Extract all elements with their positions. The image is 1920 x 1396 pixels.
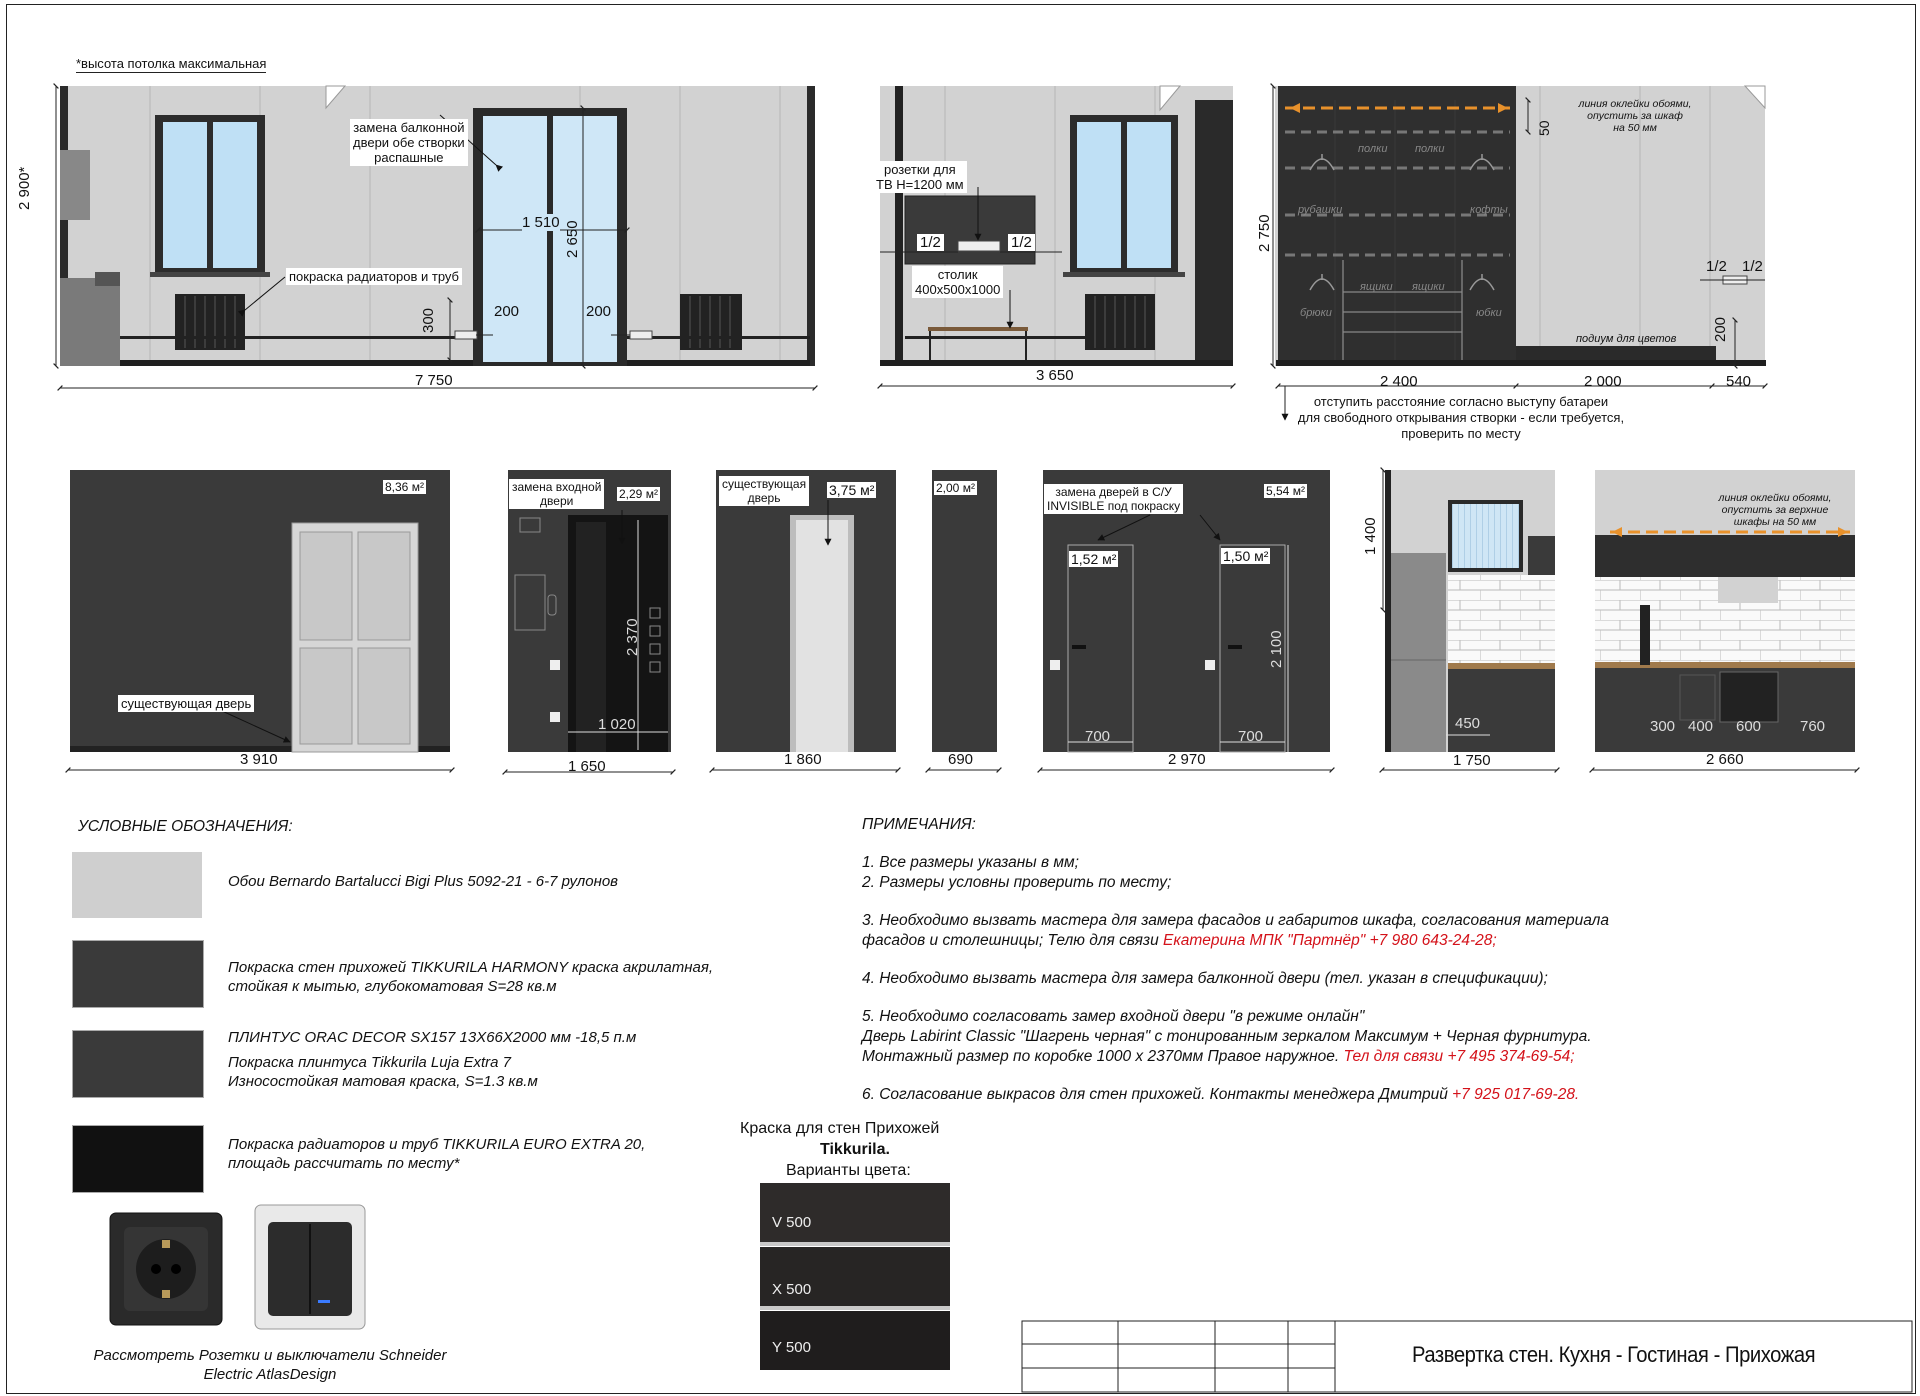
kitchen2-wallpaper-note: линия оклейки обоями, опустить за верхние шкафы на 50 мм — [1718, 492, 1832, 528]
door-height-label: 2 650 — [564, 220, 581, 258]
paint-variant-v500: V 500 — [772, 1214, 812, 1231]
hall1-width: 3 910 — [240, 751, 278, 768]
legend-item-baseboard: ПЛИНТУС ORAC DECOR SX157 13Х66Х2000 мм -18,5 п.м Покраска плинтуса Tikkurila Luja Extra 7 Износостойкая матовая краска, S=1.3 кв.м — [228, 1029, 637, 1090]
hall5-width: 2 970 — [1168, 751, 1206, 768]
kitchen2-module-3: 600 — [1736, 718, 1762, 735]
radiator-note: покраска радиаторов и труб — [286, 268, 462, 285]
wall3-wallpaper-note: линия оклейки обоями, опустить за шкаф на 50 мм — [1578, 98, 1692, 134]
wall2-width: 3 650 — [1036, 367, 1074, 384]
wall1-height: 2 900* — [16, 166, 33, 210]
closet-label-skirts: юбки — [1476, 307, 1502, 319]
hall5-note: замена дверей в С/У INVISIBLE под покраску — [1044, 484, 1183, 514]
paint-variant-y500: Y 500 — [772, 1339, 811, 1356]
closet-label-trousers: брюки — [1300, 307, 1332, 319]
door-width-label: 1 510 — [522, 214, 560, 231]
legend-swatch-wallpaper — [72, 852, 202, 918]
socket-offset-left: 200 — [494, 303, 520, 320]
notes-title: ПРИМЕЧАНИЯ: — [862, 816, 976, 833]
note-6-contact: +7 925 017-69-28. — [1452, 1086, 1580, 1103]
legend-item-wallpaper: Обои Bernardo Bartalucci Bigi Plus 5092-21 - 6-7 рулонов — [228, 873, 619, 890]
hall-wall-2 — [505, 470, 673, 772]
note-3b: фасадов и столешницы; Телю для связи Екатерина МПК "Партнёр" +7 980 643-24-28; — [862, 932, 1497, 949]
hall1-area: 8,36 м² — [385, 480, 424, 494]
legend-swatch-baseboard — [72, 1030, 204, 1098]
hall2-area: 2,29 м² — [619, 487, 658, 501]
hall2-note: замена входной двери — [509, 479, 604, 509]
paint-brand: Tikkurila. — [820, 1141, 890, 1158]
note-2: 2. Размеры условны проверить по месту; — [862, 874, 1172, 891]
wall1-width: 7 750 — [415, 372, 453, 389]
hall-wall-4 — [928, 470, 999, 770]
kitchen2-module-2: 400 — [1688, 718, 1714, 735]
sheet-title: Развертка стен. Кухня - Гостиная - Прихожая — [1412, 1342, 1816, 1367]
tv-half-left: 1/2 — [917, 234, 944, 251]
podium-height: 200 — [1712, 316, 1729, 342]
hall5-door1-width: 700 — [1085, 728, 1111, 745]
wall3-width-1: 2 400 — [1380, 373, 1418, 390]
hall5-door2-area: 1,50 м² — [1223, 548, 1269, 564]
hall-wall-3 — [712, 470, 898, 770]
wall3-offset-50: 50 — [1536, 120, 1552, 136]
wall3-width-2: 2 000 — [1584, 373, 1622, 390]
socket-height-label: 300 — [420, 307, 437, 333]
wall-elevation-2 — [880, 86, 1233, 366]
table-note: столик 400х500х1000 — [912, 266, 1003, 298]
paint-title: Краска для стен Прихожей — [740, 1120, 940, 1137]
kitchen2-width: 2 660 — [1706, 751, 1744, 768]
note-5a: 5. Необходимо согласовать замер входной двери "в режиме онлайн" — [862, 1008, 1365, 1025]
closet-label-drawers-1: ящики — [1360, 281, 1393, 293]
hall4-area: 2,00 м² — [936, 481, 975, 495]
hall4-width: 690 — [948, 751, 974, 768]
closet-label-jackets: кофты — [1470, 204, 1508, 216]
note-3a: 3. Необходимо вызвать мастера для замера фасадов и габаритов шкафа, согласования материала — [862, 912, 1610, 929]
hall2-door-width: 1 020 — [598, 716, 636, 733]
paint-subtitle: Варианты цвета: — [786, 1162, 911, 1179]
note-4: 4. Необходимо вызвать мастера для замера балконной двери (тел. указан в спецификации); — [862, 970, 1548, 987]
hall5-door-height: 2 100 — [1268, 630, 1285, 668]
hall5-door1-area: 1,52 м² — [1071, 551, 1117, 567]
notes-block — [862, 815, 1842, 1105]
legend-title: УСЛОВНЫЕ ОБОЗНАЧЕНИЯ: — [78, 818, 293, 835]
paint-variant-x500: X 500 — [772, 1281, 812, 1298]
note-5c: Монтажный размер по коробке 1000 х 2370мм Правое наружное. Тел для связи +7 495 374-69-54; — [862, 1048, 1575, 1065]
legend-item-hall-paint: Покраска стен прихожей TIKKURILA HARMONY краска акрилатная, стойкая к мытью, глубокоматовая S=28 кв.м — [228, 959, 714, 995]
wall3-offset-note: отступить расстояние согласно выступу батареи для свободного открывания створки - если требуется, проверить по месту — [1297, 394, 1625, 441]
hall5-door2-width: 700 — [1238, 728, 1264, 745]
socket-offset-right: 200 — [586, 303, 612, 320]
kitchen2-module-4: 760 — [1800, 718, 1826, 735]
hall-wall-5 — [1040, 470, 1332, 770]
note-1: 1. Все размеры указаны в мм; — [862, 854, 1079, 871]
podium-label: подиум для цветов — [1576, 333, 1677, 345]
closet-label-shelves-2: полки — [1415, 143, 1445, 155]
hall2-door-height: 2 370 — [624, 618, 641, 656]
kitchen2-module-1: 300 — [1650, 718, 1676, 735]
hall3-note: существующая дверь — [719, 476, 809, 506]
wall3-width-3: 540 — [1726, 373, 1752, 390]
legend-item-radiator: Покраска радиаторов и труб TIKKURILA EURO EXTRA 20, площадь рассчитать по месту* — [228, 1136, 646, 1172]
legend-swatch-radiator — [72, 1125, 204, 1193]
balcony-door-note: замена балконной двери обе створки распашные — [350, 119, 468, 166]
note-6: 6. Согласование выкрасов для стен прихожей. Контакты менеджера Дмитрий +7 925 017-69-28. — [862, 1086, 1580, 1103]
hall3-width: 1 860 — [784, 751, 822, 768]
hall2-width: 1 650 — [568, 758, 606, 775]
closet-label-shelves-1: полки — [1358, 143, 1388, 155]
note-3-contact: Екатерина МПК "Партнёр" +7 980 643-24-28; — [1163, 932, 1497, 949]
hall1-door-label: существующая дверь — [118, 695, 254, 712]
note-5-contact: Тел для связи +7 495 374-69-54; — [1343, 1048, 1575, 1065]
kitchen1-width: 1 750 — [1453, 752, 1491, 769]
hall3-area: 3,75 м² — [829, 482, 875, 498]
tv-half-right: 1/2 — [1008, 234, 1035, 251]
wall3-half-left: 1/2 — [1706, 258, 1727, 275]
kitchen1-fridge-dim: 450 — [1455, 715, 1481, 732]
wall3-height: 2 750 — [1256, 214, 1273, 252]
wall3-half-right: 1/2 — [1742, 258, 1763, 275]
kitchen1-height: 1 400 — [1362, 517, 1379, 555]
note-5b: Дверь Labirint Classic "Шагрень черная" с тонированным зеркалом Максимум + Черная фурнитура. — [862, 1028, 1592, 1045]
closet-label-drawers-2: ящики — [1412, 281, 1445, 293]
tv-socket-note: розетки для ТВ Н=1200 мм — [873, 161, 967, 193]
hall-wall-1 — [68, 470, 452, 770]
hall5-area: 5,54 м² — [1266, 484, 1305, 498]
socket-image — [110, 1213, 222, 1325]
closet-label-shirts: рубашки — [1298, 204, 1343, 216]
legend-swatch-hall-paint — [72, 940, 204, 1008]
switch-image — [255, 1205, 365, 1329]
ceiling-note: *высота потолка максимальная — [76, 56, 267, 71]
sockets-caption: Рассмотреть Розетки и выключатели Schneider Electric AtlasDesign — [93, 1347, 447, 1383]
